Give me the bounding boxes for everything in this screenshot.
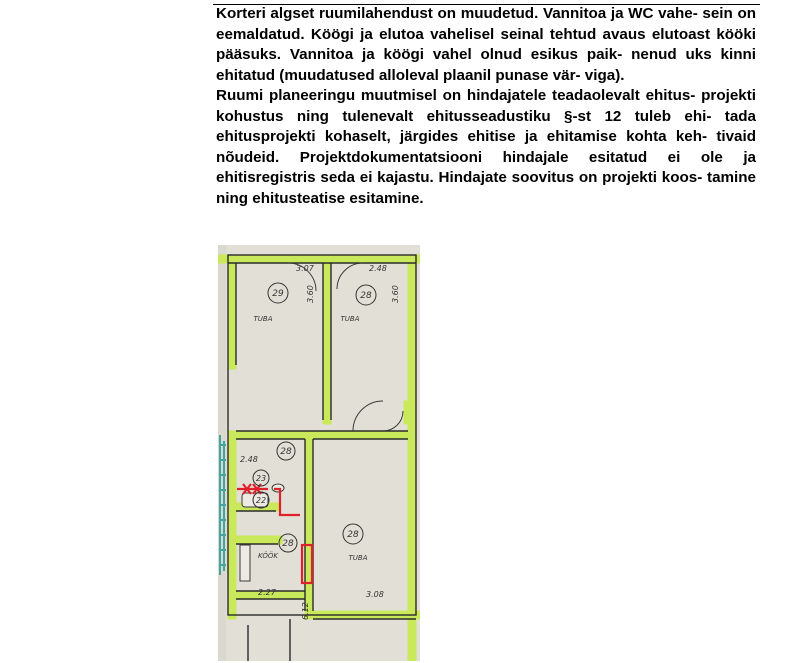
svg-text:28: 28 (347, 530, 359, 540)
svg-text:28: 28 (282, 539, 294, 549)
svg-text:22: 22 (255, 496, 267, 505)
svg-text:28: 28 (360, 291, 372, 301)
svg-text:TUBA: TUBA (340, 315, 360, 323)
svg-text:2.48: 2.48 (240, 455, 258, 464)
svg-text:3.07: 3.07 (296, 264, 314, 273)
svg-text:3.60: 3.60 (306, 285, 315, 303)
svg-text:28: 28 (280, 447, 292, 457)
svg-text:2.27: 2.27 (258, 588, 276, 597)
svg-text:KÖÖK: KÖÖK (257, 552, 279, 560)
paragraph-2: Ruumi planeeringu muutmisel on hindajatele teadaolevalt ehitus- projekti kohustus ning tulenevalt ehitusseadustiku §-st 12 tuleb ehi- tada ehitusprojekti kohaselt, järgides ehitise ja ehitamise kohta keh- tivaid nõudeid. Projektdokumentatsiooni hindajale esitatud ei ole ja ehitisregistris seda ei kajastu. Hindajate soovitus on projekti koos- tamine ning ehitusteatise esitamine. (216, 87, 756, 207)
svg-text:6.12: 6.12 (301, 602, 310, 620)
svg-text:TUBA: TUBA (348, 554, 368, 562)
floor-plan-image (218, 245, 420, 661)
svg-text:3.60: 3.60 (391, 285, 400, 303)
svg-text:23: 23 (255, 474, 267, 483)
svg-text:3.08: 3.08 (366, 590, 384, 599)
svg-text:29: 29 (272, 289, 284, 299)
svg-text:2.48: 2.48 (369, 264, 387, 273)
assessment-text (216, 4, 756, 209)
svg-text:TUBA: TUBA (253, 315, 273, 323)
paragraph-1: Korteri algset ruumilahendust on muudetud. Vannitoa ja WC vahe- sein on eemaldatud. Köögi ja elutoa vahelisel seinal tehtud avaus elutoast kööki pääsuks. Vannitoa ja köögi vahel olnud esikus paik- nenud uks kinni ehitatud (muudatused alloleval plaanil punase vär- viga). (216, 5, 756, 84)
